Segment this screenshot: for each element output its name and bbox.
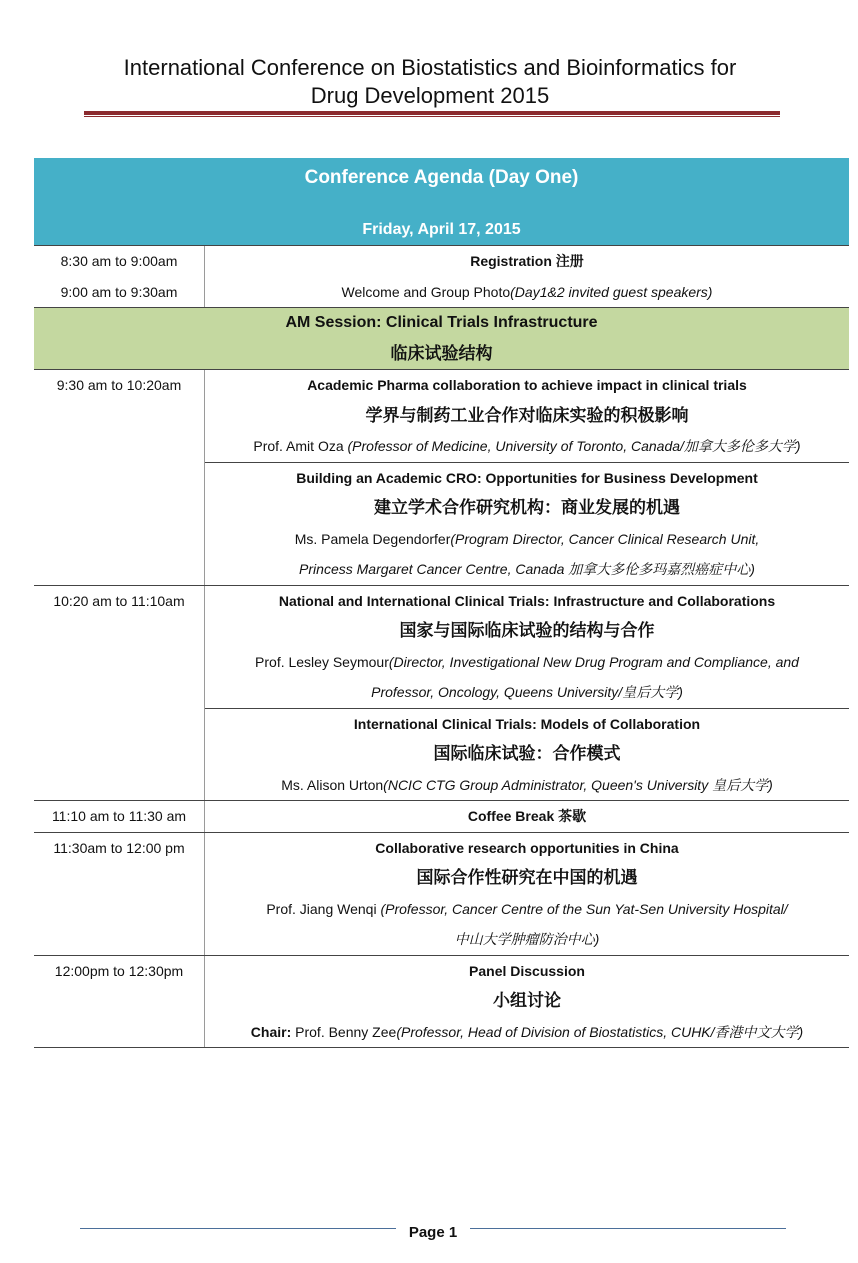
coffee-label: Coffee Break 茶歇 — [467, 808, 587, 824]
speaker-affiliation: (Director, Investigational New Drug Program and Compliance, and — [388, 653, 799, 670]
agenda-heading: Conference Agenda (Day One) — [304, 167, 579, 188]
talk-speaker — [205, 647, 849, 678]
agenda-cell — [205, 370, 849, 585]
talk-item — [205, 586, 849, 708]
registration-label: Registration 注册 — [470, 253, 584, 269]
time-cell — [34, 801, 205, 832]
footer-rule-right — [470, 1228, 786, 1229]
agenda-date: Friday, April 17, 2015 — [362, 221, 521, 238]
talk-speaker — [205, 431, 849, 462]
agenda-row-slot1 — [34, 370, 849, 586]
speaker-affiliation: (Program Director, Cancer Clinical Research Unit, — [450, 530, 760, 547]
time-coffee: 11:10 am to 11:30 am — [51, 808, 187, 824]
time-welcome: 9:00 am to 9:30am — [60, 283, 178, 300]
talk-speaker — [205, 770, 849, 801]
talk-title-zh: 建立学术合作研究机构：商业发展的机遇 — [374, 498, 680, 517]
time-registration: 8:30 am to 9:00am — [60, 253, 178, 269]
talk-speaker — [205, 894, 849, 925]
agenda-row-coffee — [34, 801, 849, 833]
welcome-label: Welcome and Group Photo — [341, 283, 511, 300]
talk-title: Collaborative research opportunities in China — [375, 839, 679, 856]
talk-title-zh: 小组讨论 — [493, 991, 561, 1010]
agenda-cell — [205, 833, 849, 955]
time-panel: 12:00pm to 12:30pm — [54, 962, 184, 979]
talk-speaker — [205, 1017, 849, 1048]
time-slot1: 9:30 am to 10:20am — [56, 377, 182, 393]
talk-title: Academic Pharma collaboration to achieve impact in clinical trials — [307, 377, 747, 393]
page-number: Page 1 — [408, 1224, 458, 1241]
talk-title: Building an Academic CRO: Opportunities for Business Development — [296, 469, 758, 486]
talk-item — [205, 708, 849, 801]
session-title: AM Session: Clinical Trials Infrastructure — [285, 314, 598, 331]
footer-rule-left — [80, 1228, 396, 1229]
agenda-row-panel — [34, 956, 849, 1049]
speaker-name: Ms. Pamela Degendorfer — [294, 530, 451, 547]
speaker-affiliation: Professor, Oncology, Queens University/皇后大学) — [371, 684, 683, 700]
time-cell — [34, 370, 205, 585]
speaker-affiliation: (Professor, Head of Division of Biostatistics, CUHK/香港中文大学) — [396, 1023, 804, 1040]
speaker-name: Prof. Benny Zee — [291, 1023, 397, 1040]
talk-speaker — [205, 524, 849, 555]
agenda-row-opening — [34, 246, 849, 308]
agenda-row-slot2 — [34, 586, 849, 802]
document-title-line1: International Conference on Biostatistics and Bioinformatics for — [123, 55, 737, 80]
agenda-header — [34, 158, 849, 246]
speaker-affiliation: (Professor, Cancer Centre of the Sun Yat-Sen University Hospital/ — [380, 900, 788, 917]
document-title-line2: Drug Development 2015 — [310, 83, 550, 108]
talk-title-zh: 国际合作性研究在中国的机遇 — [416, 868, 638, 887]
agenda-table — [34, 158, 849, 1048]
chair-label: Chair: — [250, 1023, 292, 1040]
time-cell — [34, 246, 205, 307]
time-cell — [34, 833, 205, 955]
time-cell — [34, 586, 205, 801]
title-divider-thin — [84, 116, 780, 117]
talk-title: Panel Discussion — [469, 962, 585, 979]
speaker-name: Prof. Lesley Seymour — [255, 653, 389, 670]
talk-title-zh: 国际临床试验：合作模式 — [433, 744, 621, 763]
talk-title: National and International Clinical Trials: Infrastructure and Collaborations — [278, 592, 776, 609]
session-title-zh: 临床试验结构 — [390, 343, 493, 363]
speaker-name: Prof. Jiang Wenqi — [266, 900, 381, 917]
talk-title: International Clinical Trials: Models of Collaboration — [353, 715, 701, 732]
talk-speaker-cont — [205, 554, 849, 585]
title-divider — [84, 111, 780, 115]
welcome-note: (Day1&2 invited guest speakers) — [510, 283, 713, 300]
session-banner — [34, 308, 849, 370]
speaker-affiliation: (NCIC CTG Group Administrator, Queen's University 皇后大学) — [383, 776, 773, 793]
talk-title-zh: 国家与国际临床试验的结构与合作 — [399, 621, 655, 640]
agenda-row-slot3 — [34, 833, 849, 956]
agenda-cell — [205, 956, 849, 1048]
talk-item — [205, 462, 849, 585]
speaker-affiliation: 中山大学肿瘤防治中心) — [454, 931, 600, 947]
speaker-name: Ms. Alison Urton — [281, 776, 384, 793]
talk-title-zh: 学界与制药工业合作对临床实验的积极影响 — [365, 405, 689, 425]
agenda-cell — [205, 586, 849, 801]
speaker-name: Prof. Amit Oza — [253, 438, 348, 454]
speaker-affiliation: (Professor of Medicine, University of Toronto, Canada/加拿大多伦多大学) — [347, 438, 801, 454]
agenda-cell — [205, 246, 849, 307]
talk-item — [205, 370, 849, 462]
talk-speaker-cont — [205, 677, 849, 708]
welcome-item — [205, 277, 849, 308]
agenda-cell — [205, 801, 849, 832]
time-slot3: 11:30am to 12:00 pm — [53, 839, 185, 856]
speaker-affiliation: Princess Margaret Cancer Centre, Canada 加拿大多伦多玛嘉烈癌症中心) — [299, 561, 755, 577]
document-title — [60, 54, 800, 110]
time-cell — [34, 956, 205, 1048]
time-slot2: 10:20 am to 11:10am — [53, 592, 185, 609]
talk-speaker-cont — [205, 924, 849, 955]
